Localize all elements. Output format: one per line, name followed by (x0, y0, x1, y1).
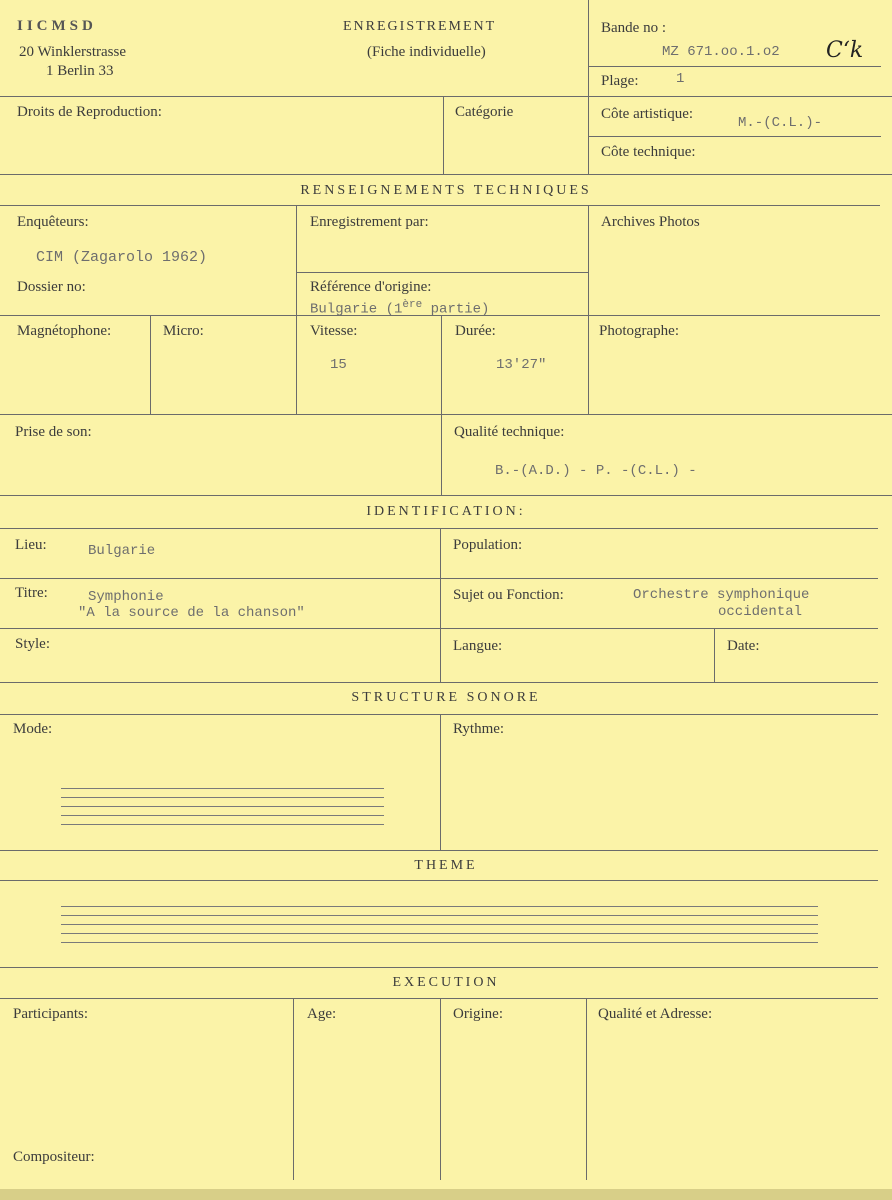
rule-titre-bottom (0, 628, 878, 629)
duree-value[interactable]: 13'27" (496, 357, 547, 373)
prise-de-son-label: Prise de son: (15, 424, 92, 440)
rule-v-date (714, 628, 715, 682)
vitesse-value[interactable]: 15 (330, 357, 347, 373)
rule-v-micro (150, 315, 151, 414)
langue-label: Langue: (453, 638, 503, 654)
reference-origine-end: partie) (430, 301, 490, 318)
mode-staff-line (61, 815, 384, 816)
mode-staff-line (61, 797, 384, 798)
rule-v-tech-2 (588, 205, 589, 414)
execution-heading: EXECUTION (392, 975, 500, 990)
address-line-1: 20 Winklerstrasse (19, 44, 127, 60)
reference-origine-sup: ère (402, 299, 423, 311)
mode-staff-line (61, 788, 384, 789)
age-label: Age: (307, 1006, 337, 1022)
magnetophone-label: Magnétophone: (17, 323, 112, 339)
rule-header-bottom (0, 96, 892, 97)
sujet-fonction-value-line1[interactable]: Orchestre symphonique (633, 587, 810, 603)
style-label: Style: (15, 636, 51, 652)
archives-photos-label: Archives Photos (601, 214, 700, 230)
cote-artistique-value[interactable]: M.-(C.L.)- (738, 115, 823, 131)
lieu-label: Lieu: (15, 537, 47, 553)
rule-theme-heading-bottom (0, 880, 878, 881)
rule-v-exec-3 (586, 998, 587, 1180)
rule-technique-heading-bottom (0, 205, 880, 206)
form-title: ENREGISTREMENT (343, 19, 497, 34)
rule-enregistrement-par-bottom (296, 272, 588, 273)
dossier-label: Dossier no: (17, 279, 86, 295)
institute-logo: IICMSD (17, 18, 97, 34)
theme-staff-line (61, 933, 818, 934)
rule-identification-heading-bottom (0, 528, 878, 529)
micro-label: Micro: (163, 323, 204, 339)
sujet-fonction-label: Sujet ou Fonction: (453, 587, 564, 603)
lieu-value[interactable]: Bulgarie (88, 543, 156, 559)
mode-label: Mode: (13, 721, 53, 737)
rule-technique-bottom (0, 495, 892, 496)
rule-structure-heading-bottom (0, 714, 878, 715)
rythme-label: Rythme: (453, 721, 505, 737)
bande-handwritten-mark: C‘k (826, 38, 864, 63)
theme-staff-line (61, 924, 818, 925)
plage-label: Plage: (601, 73, 639, 89)
enregistrement-par-label: Enregistrement par: (310, 214, 429, 230)
theme-staff-line (61, 942, 818, 943)
rule-theme-bottom (0, 967, 878, 968)
rule-lieu-bottom (0, 578, 878, 579)
rule-v-duree (441, 315, 442, 495)
reference-origine-label: Référence d'origine: (310, 279, 432, 295)
droits-label: Droits de Reproduction: (17, 104, 162, 120)
theme-staff-line (61, 906, 818, 907)
qualite-technique-label: Qualité technique: (454, 424, 565, 440)
rule-plage-top (589, 66, 881, 67)
cote-technique-label: Côte technique: (601, 144, 696, 160)
form-subtitle: (Fiche individuelle) (367, 44, 486, 60)
qualite-adresse-label: Qualité et Adresse: (598, 1006, 713, 1022)
titre-value-line1[interactable]: Symphonie (88, 589, 164, 605)
rule-v-exec-2 (440, 998, 441, 1180)
titre-value-line2[interactable]: "A la source de la chanson" (78, 605, 305, 621)
origine-label: Origine: (453, 1006, 503, 1022)
rule-execution-heading-bottom (0, 998, 878, 999)
rule-v-structure (440, 714, 441, 850)
bande-value[interactable]: MZ 671.oo.1.o2 (662, 44, 780, 60)
rule-identification-bottom (0, 682, 878, 683)
theme-staff-line (61, 915, 818, 916)
plage-value[interactable]: 1 (676, 71, 685, 87)
enqueteurs-value[interactable]: CIM (Zagarolo 1962) (36, 249, 208, 266)
rule-v-exec-1 (293, 998, 294, 1180)
participants-label: Participants: (13, 1006, 88, 1022)
sujet-fonction-value-line2[interactable]: occidental (718, 604, 803, 620)
mode-staff-line (61, 824, 384, 825)
cote-artistique-label: Côte artistique: (601, 106, 694, 122)
card-bottom-edge (0, 1189, 892, 1200)
theme-heading: THEME (414, 858, 478, 873)
vitesse-label: Vitesse: (310, 323, 358, 339)
compositeur-label: Compositeur: (13, 1149, 95, 1165)
rule-technique-row2-bottom (0, 414, 892, 415)
qualite-technique-value[interactable]: B.-(A.D.) - P. -(C.L.) - (495, 463, 697, 479)
rule-cote-artistique-bottom (589, 136, 881, 137)
reference-origine-main: Bulgarie (1 (310, 301, 403, 318)
population-label: Population: (453, 537, 523, 553)
enqueteurs-label: Enquêteurs: (17, 214, 89, 230)
rule-v-tech-1 (296, 205, 297, 414)
categorie-label: Catégorie (455, 104, 514, 120)
rule-rights-bottom (0, 174, 892, 175)
rule-v-identification (440, 528, 441, 682)
photographe-label: Photographe: (599, 323, 679, 339)
reference-origine-value[interactable] (310, 299, 489, 318)
identification-heading: IDENTIFICATION: (366, 504, 526, 519)
rule-v-categorie (443, 96, 444, 174)
technique-heading: RENSEIGNEMENTS TECHNIQUES (300, 183, 592, 198)
structure-heading: STRUCTURE SONORE (351, 690, 541, 705)
duree-label: Durée: (455, 323, 496, 339)
rule-v-bande (588, 0, 589, 174)
address-line-2: 1 Berlin 33 (46, 63, 114, 79)
date-label: Date: (727, 638, 760, 654)
titre-label: Titre: (15, 585, 48, 601)
mode-staff-line (61, 806, 384, 807)
bande-label: Bande no : (601, 20, 666, 36)
rule-structure-bottom (0, 850, 878, 851)
